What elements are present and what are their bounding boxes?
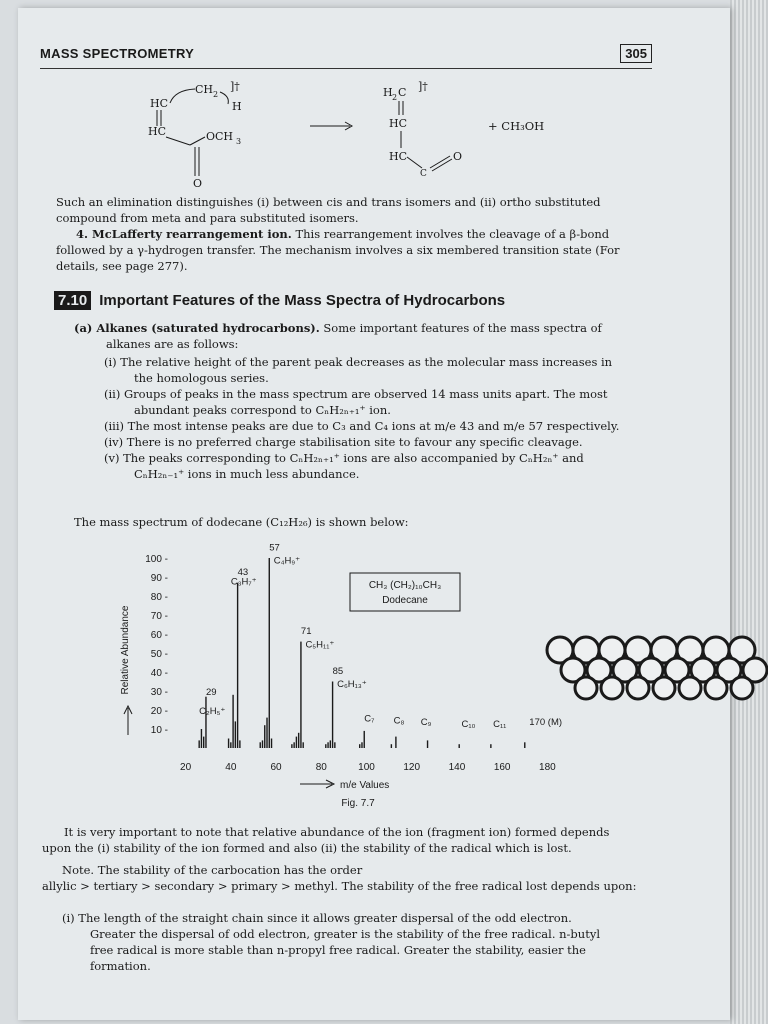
x-tick-label: 20 — [180, 762, 192, 773]
header-title: MASS SPECTROMETRY — [40, 46, 195, 61]
x-tick-label: 100 — [358, 762, 375, 773]
svg-text:C: C — [398, 86, 407, 99]
svg-text:2: 2 — [213, 90, 219, 99]
text-line: CₙH₂ₙ₋₁⁺ ions in much less abundance. — [134, 467, 360, 481]
peak-annotation: C₁₁ — [493, 719, 507, 731]
spectrum-intro: The mass spectrum of dodecane (C₁₂H₂₆) is shown below: — [74, 515, 409, 529]
text-line: Greater the dispersal of odd electron, greater is the stability of the free radical. n-butyl — [90, 927, 600, 941]
text-line: Note. The stability of the carbocation has the order — [62, 863, 363, 877]
x-tick-label: 140 — [448, 762, 466, 773]
text-line: This rearrangement involves the cleavage of a β-bond — [295, 227, 610, 241]
y-tick-label: 80 - — [150, 592, 168, 603]
y-tick-label: 20 - — [150, 706, 168, 717]
text-line: allylic > tertiary > secondary > primary > methyl. The stability of the free radical lost depends upon: — [42, 879, 637, 893]
section-number: 7.10 — [54, 291, 91, 310]
peak-annotation: C₆H₁₃⁺ — [337, 679, 367, 691]
text-line: (ii) Groups of peaks in the mass spectrum are observed 14 mass units apart. The most — [104, 387, 608, 401]
peak-annotation: C₃H₇⁺ — [230, 576, 257, 588]
y-tick-label: 30 - — [150, 687, 168, 698]
y-tick-label: 60 - — [150, 630, 168, 641]
y-tick-label: 10 - — [150, 725, 168, 736]
svg-text:H: H — [383, 86, 393, 99]
peak-annotation: C₅H₁₁⁺ — [305, 639, 335, 651]
svg-text:]†: ]† — [418, 80, 428, 93]
svg-text:O: O — [453, 150, 463, 163]
text-line: compound from meta and para substituted isomers. — [56, 211, 359, 225]
text-line: Such an elimination distinguishes (i) between cis and trans isomers and (ii) ortho substituted — [56, 195, 601, 209]
peak-annotation: C₁₀ — [461, 719, 476, 731]
figure-caption: Fig. 7.7 — [341, 798, 375, 809]
text-line: (iii) The most intense peaks are due to C₃ and C₄ ions at m/e 43 and m/e 57 respectively. — [104, 419, 620, 433]
text-line: alkanes are as follows: — [106, 337, 239, 351]
mclafferty-heading: 4. McLafferty rearrangement ion. — [76, 227, 292, 241]
text-line: followed by a γ-hydrogen transfer. The mechanism involves a six membered transition state (For — [56, 243, 620, 257]
text-line: It is very important to note that relative abundance of the ion (fragment ion) formed depends — [64, 825, 610, 839]
text-line: abundant peaks correspond to CₙH₂ₙ₊₁⁺ ion. — [134, 403, 391, 417]
peak-annotation: 29 — [205, 686, 217, 698]
peak-annotation: C₈ — [393, 715, 405, 727]
x-tick-label: 80 — [315, 762, 327, 773]
peak-annotation: 170 (M) — [529, 717, 563, 729]
y-tick-label: 70 - — [150, 611, 168, 622]
dodecane-formula: CH₃ (CH₂)₁₀CH₃ — [368, 580, 442, 591]
x-axis-arrow-icon — [300, 780, 334, 788]
section-title: Important Features of the Mass Spectra of Hydrocarbons — [99, 292, 506, 309]
text-line: (i) The relative height of the parent peak decreases as the molecular mass increases in — [104, 355, 613, 369]
y-axis-arrow-icon — [124, 706, 132, 735]
para-note — [42, 862, 636, 894]
peak-annotation: 57 — [269, 542, 280, 554]
text-line: the homologous series. — [134, 371, 269, 385]
x-tick-label: 60 — [270, 762, 282, 773]
x-axis-label: m/e Values — [340, 780, 390, 791]
para-relative-abundance — [42, 824, 610, 856]
peak-annotation: 85 — [332, 665, 344, 677]
svg-text:HC: HC — [389, 117, 408, 130]
svg-text:OCH: OCH — [206, 130, 234, 143]
reaction-byproduct: + CH₃OH — [488, 119, 545, 133]
text-line: free radical is more stable than n-propyl free radical. Greater the stability, easier the — [90, 943, 586, 957]
svg-text:HC: HC — [148, 125, 167, 138]
atom-sphere — [627, 677, 649, 699]
x-tick-label: 40 — [225, 762, 237, 773]
text-line: (iv) There is no preferred charge stabilisation site to favour any specific cleavage. — [104, 435, 583, 449]
text-line: Some important features of the mass spectra of — [323, 321, 602, 335]
dodecane-name: Dodecane — [382, 595, 428, 606]
svg-text:CH: CH — [195, 83, 214, 96]
svg-text:2: 2 — [392, 93, 398, 102]
peak-annotation: 43 — [237, 567, 249, 579]
svg-text:O: O — [193, 177, 203, 190]
y-tick-label: 40 - — [150, 668, 168, 679]
text-line: upon the (i) stability of the ion formed and also (ii) the stability of the radical which is lost. — [42, 841, 572, 855]
alkanes-heading: (a) Alkanes (saturated hydrocarbons). — [74, 321, 320, 335]
text-line: (v) The peaks corresponding to CₙH₂ₙ₊₁⁺ ions are also accompanied by CₙH₂ₙ⁺ and — [104, 451, 584, 465]
peak-annotation: 71 — [300, 626, 312, 637]
peak-annotation: C₂H₅⁺ — [199, 705, 226, 717]
text-line: formation. — [90, 959, 151, 973]
page-number: 305 — [620, 44, 652, 63]
x-tick-label: 120 — [403, 762, 421, 773]
radical-stability-list — [62, 910, 600, 974]
svg-text:C: C — [420, 169, 427, 179]
svg-text:3: 3 — [236, 137, 242, 146]
peak-annotation: C₉ — [420, 717, 432, 729]
svg-text:HC: HC — [150, 97, 169, 110]
svg-text:]†: ]† — [230, 80, 240, 93]
peak-annotation: C₄H₉⁺ — [273, 555, 301, 567]
atom-sphere — [653, 677, 675, 699]
dodecane-space-filling-model — [547, 637, 767, 699]
svg-text:HC: HC — [389, 150, 408, 163]
y-tick-label: 100 - — [145, 554, 168, 565]
atom-sphere — [705, 677, 727, 699]
peak-annotation: C₇ — [364, 713, 375, 725]
y-tick-label: 90 - — [150, 573, 168, 584]
atom-sphere — [679, 677, 701, 699]
x-tick-label: 160 — [493, 762, 511, 773]
svg-text:H: H — [232, 100, 242, 113]
y-tick-label: 50 - — [150, 649, 168, 660]
text-line: details, see page 277). — [56, 259, 188, 273]
x-tick-label: 180 — [539, 762, 556, 773]
atom-sphere — [601, 677, 623, 699]
atom-sphere — [575, 677, 597, 699]
atom-sphere — [731, 677, 753, 699]
y-axis-label: Relative Abundance — [120, 605, 131, 695]
text-line: (i) The length of the straight chain since it allows greater dispersal of the odd electron. — [62, 911, 572, 925]
